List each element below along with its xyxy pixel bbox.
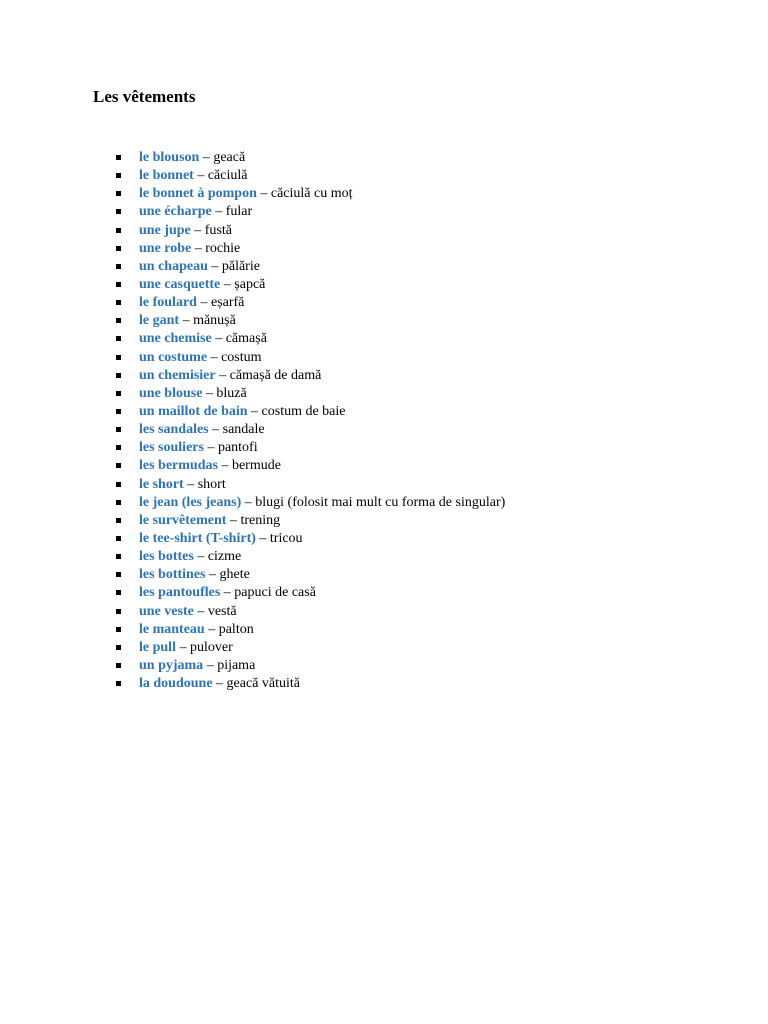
list-item: [112, 494, 505, 512]
bullet-icon: [116, 554, 121, 559]
french-term: le manteau: [139, 621, 205, 637]
list-item: [112, 621, 505, 639]
list-item: [112, 675, 505, 693]
bullet-icon: [116, 264, 121, 269]
bullet-icon: [116, 681, 121, 686]
list-item: [112, 203, 505, 221]
romanian-translation: eșarfă: [210, 295, 245, 311]
bullet-icon: [116, 391, 121, 396]
french-term: les bottines: [139, 567, 206, 583]
french-term: une blouse: [139, 385, 203, 401]
french-term: le short: [139, 476, 184, 492]
separator: –: [191, 240, 206, 256]
french-term: un chemisier: [139, 367, 216, 383]
bullet-icon: [116, 373, 121, 378]
romanian-translation: sandale: [222, 422, 265, 438]
bullet-icon: [116, 191, 121, 196]
french-term: une casquette: [139, 276, 221, 292]
french-term: les sandales: [139, 422, 209, 438]
bullet-icon: [116, 209, 121, 214]
bullet-icon: [116, 482, 121, 487]
romanian-translation: trening: [240, 512, 281, 528]
separator: –: [247, 403, 262, 419]
romanian-translation: papuci de casă: [234, 585, 316, 601]
bullet-icon: [116, 409, 121, 414]
list-item: [112, 657, 505, 675]
separator: –: [179, 313, 194, 329]
separator: –: [208, 422, 223, 438]
french-term: le blouson: [139, 150, 200, 165]
french-term: un pyjama: [139, 657, 204, 673]
bullet-icon: [116, 445, 121, 450]
french-term: une écharpe: [139, 204, 212, 220]
romanian-translation: bermude: [231, 458, 281, 474]
romanian-translation: blugi (folosit mai mult cu forma de singular): [255, 494, 506, 510]
bullet-icon: [116, 228, 121, 233]
separator: –: [241, 494, 256, 510]
french-term: une jupe: [139, 222, 191, 238]
bullet-icon: [116, 282, 121, 287]
separator: –: [203, 440, 218, 456]
list-item: [112, 512, 505, 530]
list-item: [112, 403, 505, 421]
french-term: le foulard: [139, 295, 197, 311]
list-item: [112, 457, 505, 475]
list-item: [112, 439, 505, 457]
separator: –: [211, 331, 226, 347]
romanian-translation: cămașă de damă: [229, 367, 322, 383]
bullet-icon: [116, 500, 121, 505]
romanian-translation: cizme: [207, 549, 242, 565]
french-term: un chapeau: [139, 258, 208, 274]
romanian-translation: geacă vătuită: [226, 676, 300, 692]
romanian-translation: pijama: [217, 657, 256, 673]
list-item: [112, 149, 505, 167]
list-item: [112, 530, 505, 548]
separator: –: [255, 530, 270, 546]
romanian-translation: rochie: [205, 240, 241, 256]
french-term: les bermudas: [139, 458, 218, 474]
separator: –: [211, 204, 226, 220]
list-item: [112, 294, 505, 312]
list-item: [112, 566, 505, 584]
bullet-icon: [116, 155, 121, 160]
french-term: une robe: [139, 240, 192, 256]
bullet-icon: [116, 336, 121, 341]
romanian-translation: vestă: [207, 603, 237, 619]
bullet-icon: [116, 645, 121, 650]
list-item: [112, 222, 505, 240]
bullet-icon: [116, 355, 121, 360]
list-item: [112, 167, 505, 185]
separator: –: [217, 458, 232, 474]
list-item: [112, 476, 505, 494]
french-term: un maillot de bain: [139, 403, 248, 419]
separator: –: [207, 258, 222, 274]
romanian-translation: tricou: [269, 530, 303, 546]
bullet-icon: [116, 663, 121, 668]
separator: –: [193, 603, 208, 619]
bullet-icon: [116, 246, 121, 251]
french-term: les pantoufles: [139, 585, 221, 601]
list-item: [112, 367, 505, 385]
romanian-translation: bluză: [216, 385, 247, 401]
bullet-icon: [116, 536, 121, 541]
list-item: [112, 276, 505, 294]
separator: –: [196, 295, 211, 311]
romanian-translation: căciulă: [207, 168, 248, 184]
list-item: [112, 330, 505, 348]
french-term: le gant: [139, 313, 180, 329]
romanian-translation: mănușă: [193, 313, 236, 329]
separator: –: [212, 676, 227, 692]
list-item: [112, 349, 505, 367]
vocabulary-list: [112, 149, 505, 693]
list-item: [112, 385, 505, 403]
separator: –: [199, 150, 214, 165]
french-term: le tee-shirt (T-shirt): [139, 530, 256, 546]
french-term: un costume: [139, 349, 208, 365]
list-item: [112, 421, 505, 439]
french-term: une veste: [139, 603, 194, 619]
french-term: une chemise: [139, 331, 212, 347]
list-item: [112, 639, 505, 657]
french-term: le bonnet à pompon: [139, 186, 257, 202]
separator: –: [226, 512, 241, 528]
separator: –: [193, 168, 208, 184]
list-item: [112, 258, 505, 276]
french-term: le survêtement: [139, 512, 227, 528]
romanian-translation: geacă: [213, 150, 246, 165]
romanian-translation: șapcă: [234, 276, 266, 292]
list-item: [112, 185, 505, 203]
bullet-icon: [116, 572, 121, 577]
french-term: les souliers: [139, 440, 204, 456]
bullet-icon: [116, 590, 121, 595]
french-term: le jean (les jeans): [139, 494, 242, 510]
romanian-translation: pulover: [189, 639, 233, 655]
list-item: [112, 603, 505, 621]
separator: –: [256, 186, 271, 202]
bullet-icon: [116, 463, 121, 468]
french-term: le bonnet: [139, 168, 194, 184]
bullet-icon: [116, 173, 121, 178]
separator: –: [190, 222, 205, 238]
list-item: [112, 312, 505, 330]
french-term: les bottes: [139, 549, 194, 565]
bullet-icon: [116, 609, 121, 614]
romanian-translation: pantofi: [217, 440, 258, 456]
romanian-translation: fustă: [204, 222, 232, 238]
separator: –: [220, 276, 235, 292]
romanian-translation: costum de baie: [261, 403, 346, 419]
french-term: le pull: [139, 639, 176, 655]
separator: –: [205, 567, 220, 583]
separator: –: [183, 476, 198, 492]
separator: –: [207, 349, 222, 365]
separator: –: [175, 639, 190, 655]
romanian-translation: costum: [221, 349, 262, 365]
separator: –: [202, 385, 217, 401]
romanian-translation: palton: [218, 621, 254, 637]
list-item: [112, 548, 505, 566]
romanian-translation: căciulă cu moț: [270, 186, 353, 202]
bullet-icon: [116, 627, 121, 632]
separator: –: [220, 585, 235, 601]
romanian-translation: ghete: [219, 567, 250, 583]
list-item: [112, 240, 505, 258]
bullet-icon: [116, 518, 121, 523]
separator: –: [193, 549, 208, 565]
romanian-translation: pălărie: [221, 258, 260, 274]
bullet-icon: [116, 427, 121, 432]
separator: –: [204, 621, 219, 637]
separator: –: [215, 367, 230, 383]
french-term: la doudoune: [139, 676, 213, 692]
bullet-icon: [116, 318, 121, 323]
romanian-translation: fular: [225, 204, 253, 220]
romanian-translation: short: [197, 476, 226, 492]
separator: –: [203, 657, 218, 673]
list-item: [112, 584, 505, 602]
bullet-icon: [116, 300, 121, 305]
page-title: Les vêtements: [93, 87, 196, 106]
romanian-translation: cămașă: [225, 331, 267, 347]
